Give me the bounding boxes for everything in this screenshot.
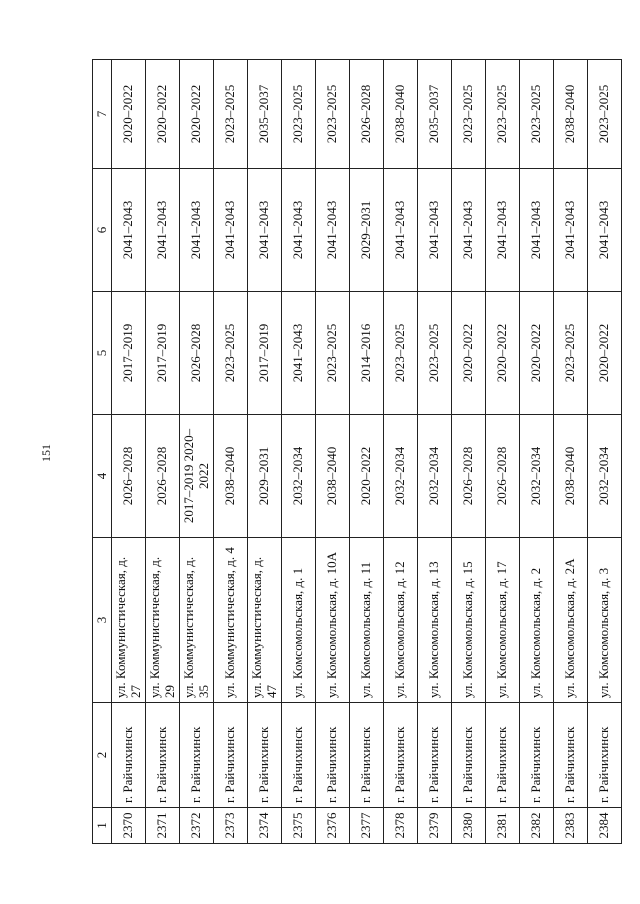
table-row <box>180 60 214 844</box>
table-row <box>588 60 622 844</box>
address-cell: ул. Комсомольская, д. 13 <box>418 538 452 703</box>
row-number-cell: 2372 <box>180 808 214 844</box>
row-number-cell: 2379 <box>418 808 452 844</box>
row-number-cell: 2375 <box>282 808 316 844</box>
city-cell: г. Райчихинск <box>214 703 248 808</box>
row-number-cell: 2382 <box>520 808 554 844</box>
table-row <box>452 60 486 844</box>
period-cell-col5: 2014–2016 <box>350 292 384 415</box>
period-cell-col6: 2041–2043 <box>452 169 486 292</box>
table-row <box>316 60 350 844</box>
period-cell-col4: 2032–2034 <box>282 415 316 538</box>
row-number-cell: 2376 <box>316 808 350 844</box>
row-number-cell: 2371 <box>146 808 180 844</box>
period-cell-col5: 2017–2019 <box>112 292 146 415</box>
period-cell-col6: 2041–2043 <box>418 169 452 292</box>
city-cell: г. Райчихинск <box>350 703 384 808</box>
table-row <box>146 60 180 844</box>
period-cell-col4: 2026–2028 <box>146 415 180 538</box>
address-cell: ул. Коммунистическая, д. 27 <box>112 538 146 703</box>
address-cell: ул. Комсомольская, д. 1 <box>282 538 316 703</box>
address-cell: ул. Комсомольская, д. 3 <box>588 538 622 703</box>
period-cell-col6: 2041–2043 <box>588 169 622 292</box>
period-cell-col4: 2026–2028 <box>486 415 520 538</box>
row-number-cell: 2378 <box>384 808 418 844</box>
period-cell-col5: 2023–2025 <box>554 292 588 415</box>
column-number: 1 <box>93 808 112 844</box>
table-row <box>418 60 452 844</box>
period-cell-col6: 2041–2043 <box>214 169 248 292</box>
address-cell: ул. Коммунистическая, д. 29 <box>146 538 180 703</box>
rotated-table-container <box>92 60 612 844</box>
address-cell: ул. Комсомольская, д. 17 <box>486 538 520 703</box>
city-cell: г. Райчихинск <box>520 703 554 808</box>
table-row <box>248 60 282 844</box>
period-cell-col4: 2032–2034 <box>418 415 452 538</box>
period-cell-col7: 2038–2040 <box>554 60 588 169</box>
period-cell-col4: 2029–2031 <box>248 415 282 538</box>
row-number-cell: 2383 <box>554 808 588 844</box>
city-cell: г. Райчихинск <box>248 703 282 808</box>
city-cell: г. Райчихинск <box>554 703 588 808</box>
row-number-cell: 2370 <box>112 808 146 844</box>
period-cell-col6: 2041–2043 <box>282 169 316 292</box>
row-number-cell: 2377 <box>350 808 384 844</box>
period-cell-col4: 2032–2034 <box>520 415 554 538</box>
period-cell-col6: 2041–2043 <box>520 169 554 292</box>
period-cell-col7: 2023–2025 <box>520 60 554 169</box>
table-row <box>486 60 520 844</box>
table-row <box>384 60 418 844</box>
period-cell-col7: 2023–2025 <box>282 60 316 169</box>
period-cell-col4: 2026–2028 <box>112 415 146 538</box>
period-cell-col4: 2026–2028 <box>452 415 486 538</box>
table-row <box>554 60 588 844</box>
period-cell-col5: 2020–2022 <box>452 292 486 415</box>
period-cell-col5: 2023–2025 <box>384 292 418 415</box>
period-cell-col7: 2020–2022 <box>146 60 180 169</box>
period-cell-col6: 2041–2043 <box>384 169 418 292</box>
column-number: 6 <box>93 169 112 292</box>
period-cell-col5: 2020–2022 <box>520 292 554 415</box>
address-cell: ул. Коммунистическая, д. 4 <box>214 538 248 703</box>
period-cell-col5: 2020–2022 <box>486 292 520 415</box>
address-cell: ул. Комсомольская, д. 10А <box>316 538 350 703</box>
column-number: 4 <box>93 415 112 538</box>
row-number-cell: 2380 <box>452 808 486 844</box>
period-cell-col6: 2041–2043 <box>180 169 214 292</box>
period-cell-col4: 2038–2040 <box>316 415 350 538</box>
page-number: 151 <box>39 444 53 462</box>
city-cell: г. Райчихинск <box>316 703 350 808</box>
period-cell-col5: 2020–2022 <box>588 292 622 415</box>
table-row <box>520 60 554 844</box>
period-cell-col5: 2041–2043 <box>282 292 316 415</box>
period-cell-col7: 2020–2022 <box>112 60 146 169</box>
period-cell-col4: 2032–2034 <box>384 415 418 538</box>
city-cell: г. Райчихинск <box>384 703 418 808</box>
period-cell-col4: 2020–2022 <box>350 415 384 538</box>
city-cell: г. Райчихинск <box>486 703 520 808</box>
city-cell: г. Райчихинск <box>418 703 452 808</box>
period-cell-col5: 2023–2025 <box>214 292 248 415</box>
address-cell: ул. Коммунистическая, д. 35 <box>180 538 214 703</box>
address-cell: ул. Комсомольская, д. 2А <box>554 538 588 703</box>
column-number: 5 <box>93 292 112 415</box>
city-cell: г. Райчихинск <box>282 703 316 808</box>
period-cell-col6: 2041–2043 <box>554 169 588 292</box>
address-cell: ул. Комсомольская, д. 2 <box>520 538 554 703</box>
table-row <box>214 60 248 844</box>
period-cell-col7: 2038–2040 <box>384 60 418 169</box>
period-cell-col5: 2017–2019 <box>248 292 282 415</box>
column-number-row <box>93 60 112 844</box>
period-cell-col7: 2023–2025 <box>486 60 520 169</box>
address-cell: ул. Комсомольская, д. 15 <box>452 538 486 703</box>
row-number-cell: 2373 <box>214 808 248 844</box>
address-cell: ул. Комсомольская, д. 12 <box>384 538 418 703</box>
table-row <box>350 60 384 844</box>
schedule-table <box>92 59 622 844</box>
period-cell-col4: 2038–2040 <box>554 415 588 538</box>
period-cell-col5: 2023–2025 <box>316 292 350 415</box>
period-cell-col6: 2029–2031 <box>350 169 384 292</box>
period-cell-col6: 2041–2043 <box>486 169 520 292</box>
period-cell-col5: 2017–2019 <box>146 292 180 415</box>
table-row <box>112 60 146 844</box>
period-cell-col4: 2032–2034 <box>588 415 622 538</box>
column-number: 7 <box>93 60 112 169</box>
period-cell-col6: 2041–2043 <box>112 169 146 292</box>
city-cell: г. Райчихинск <box>112 703 146 808</box>
column-number: 3 <box>93 538 112 703</box>
period-cell-col6: 2041–2043 <box>146 169 180 292</box>
period-cell-col6: 2041–2043 <box>248 169 282 292</box>
period-cell-col7: 2023–2025 <box>588 60 622 169</box>
period-cell-col7: 2035–2037 <box>418 60 452 169</box>
period-cell-col7: 2023–2025 <box>214 60 248 169</box>
period-cell-col5: 2023–2025 <box>418 292 452 415</box>
period-cell-col7: 2023–2025 <box>452 60 486 169</box>
period-cell-col4: 2038–2040 <box>214 415 248 538</box>
city-cell: г. Райчихинск <box>180 703 214 808</box>
period-cell-col7: 2026–2028 <box>350 60 384 169</box>
period-cell-col4: 2017–2019 2020–2022 <box>180 415 214 538</box>
city-cell: г. Райчихинск <box>588 703 622 808</box>
period-cell-col6: 2041–2043 <box>316 169 350 292</box>
row-number-cell: 2374 <box>248 808 282 844</box>
row-number-cell: 2384 <box>588 808 622 844</box>
row-number-cell: 2381 <box>486 808 520 844</box>
period-cell-col7: 2023–2025 <box>316 60 350 169</box>
period-cell-col7: 2020–2022 <box>180 60 214 169</box>
period-cell-col5: 2026–2028 <box>180 292 214 415</box>
city-cell: г. Райчихинск <box>146 703 180 808</box>
city-cell: г. Райчихинск <box>452 703 486 808</box>
table-row <box>282 60 316 844</box>
address-cell: ул. Коммунистическая, д. 47 <box>248 538 282 703</box>
address-cell: ул. Комсомольская, д. 11 <box>350 538 384 703</box>
column-number: 2 <box>93 703 112 808</box>
period-cell-col7: 2035–2037 <box>248 60 282 169</box>
